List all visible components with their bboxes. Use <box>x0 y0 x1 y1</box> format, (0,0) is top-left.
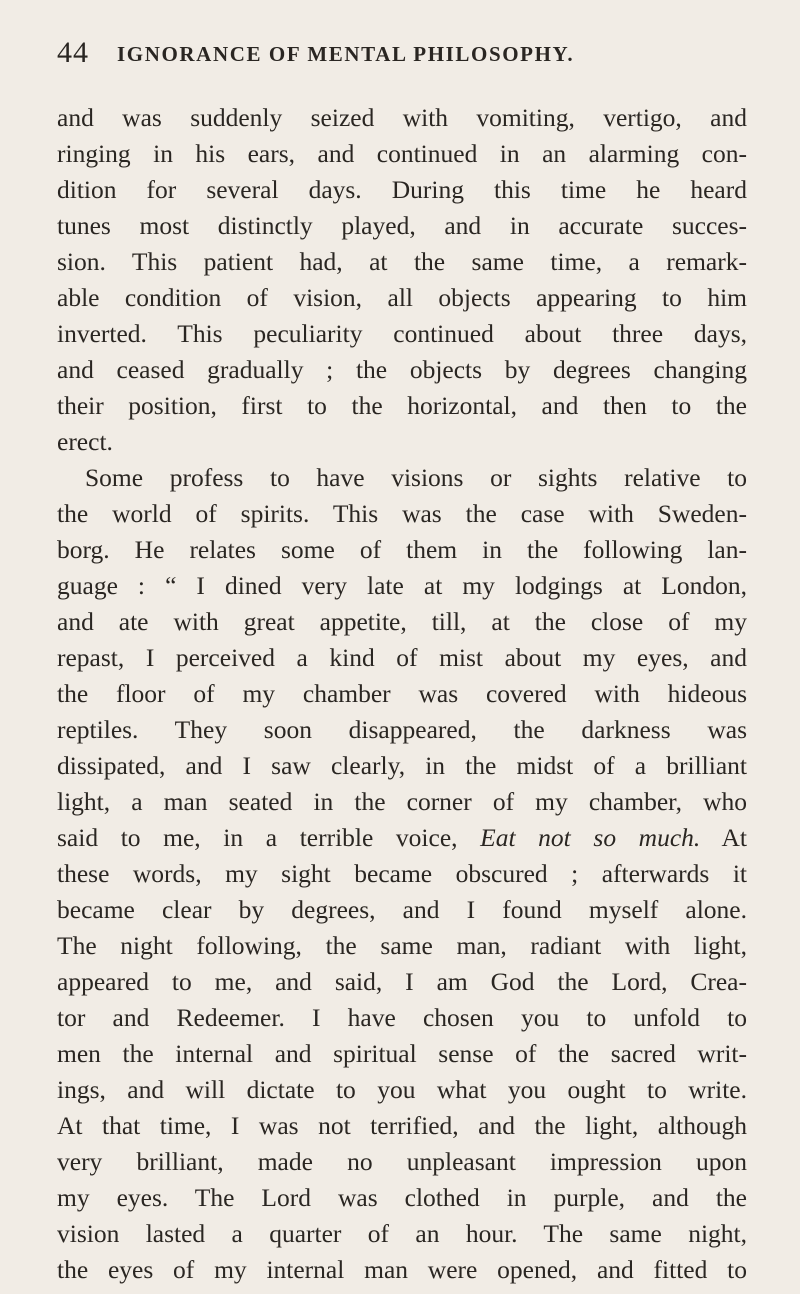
text-line: reptiles. They soon disappeared, the darkness was <box>57 715 747 744</box>
text-line: appeared to me, and said, I am God the Lord, Crea- <box>57 967 747 996</box>
text-line: and ate with great appetite, till, at the close of my <box>57 607 747 636</box>
paragraph-start-line: Some profess to have visions or sights relative to <box>85 463 747 492</box>
text-line: and ceased gradually ; the objects by degrees changing <box>57 355 747 384</box>
text-line: their position, first to the horizontal, and then to the <box>57 391 747 420</box>
text-line: ringing in his ears, and continued in an alarming con- <box>57 139 747 168</box>
italic-phrase: Eat not so much. <box>480 823 701 852</box>
body-text <box>57 100 747 1288</box>
text-line: The night following, the same man, radiant with light, <box>57 931 747 960</box>
line-text-before-italic: said to me, in a terrible voice, <box>57 823 481 852</box>
text-line: became clear by degrees, and I found myself alone. <box>57 895 747 924</box>
text-line: tor and Redeemer. I have chosen you to unfold to <box>57 1003 747 1032</box>
text-line: ings, and will dictate to you what you ought to write. <box>57 1075 747 1104</box>
page-number: 44 <box>57 36 89 69</box>
text-line: borg. He relates some of them in the following lan- <box>57 535 747 564</box>
text-line: At that time, I was not terrified, and the light, although <box>57 1111 747 1140</box>
line-text-after-italic: At <box>700 823 748 852</box>
running-head <box>57 36 747 76</box>
text-line: men the internal and spiritual sense of the sacred writ- <box>57 1039 747 1068</box>
text-line: the world of spirits. This was the case with Sweden- <box>57 499 747 528</box>
text-line: vision lasted a quarter of an hour. The same night, <box>57 1219 747 1248</box>
text-line: very brilliant, made no unpleasant impression upon <box>57 1147 747 1176</box>
text-line: and was suddenly seized with vomiting, vertigo, and <box>57 103 747 132</box>
text-line: erect. <box>57 427 113 456</box>
text-line: the floor of my chamber was covered with hideous <box>57 679 747 708</box>
text-line: tunes most distinctly played, and in accurate succes- <box>57 211 747 240</box>
text-line-with-italic <box>57 820 747 856</box>
text-line: light, a man seated in the corner of my chamber, who <box>57 787 747 816</box>
running-title: IGNORANCE OF MENTAL PHILOSOPHY. <box>117 42 575 66</box>
text-line: dition for several days. During this time he heard <box>57 175 747 204</box>
text-line: able condition of vision, all objects appearing to him <box>57 283 747 312</box>
text-line: my eyes. The Lord was clothed in purple, and the <box>57 1183 747 1212</box>
text-line: inverted. This peculiarity continued about three days, <box>57 319 747 348</box>
text-line: repast, I perceived a kind of mist about my eyes, and <box>57 643 747 672</box>
text-line: dissipated, and I saw clearly, in the midst of a brilliant <box>57 751 747 780</box>
text-line: the eyes of my internal man were opened, and fitted to <box>57 1255 747 1284</box>
text-line: guage : “ I dined very late at my lodgings at London, <box>57 571 747 600</box>
text-line: these words, my sight became obscured ; afterwards it <box>57 859 747 888</box>
text-line: sion. This patient had, at the same time, a remark- <box>57 247 747 276</box>
